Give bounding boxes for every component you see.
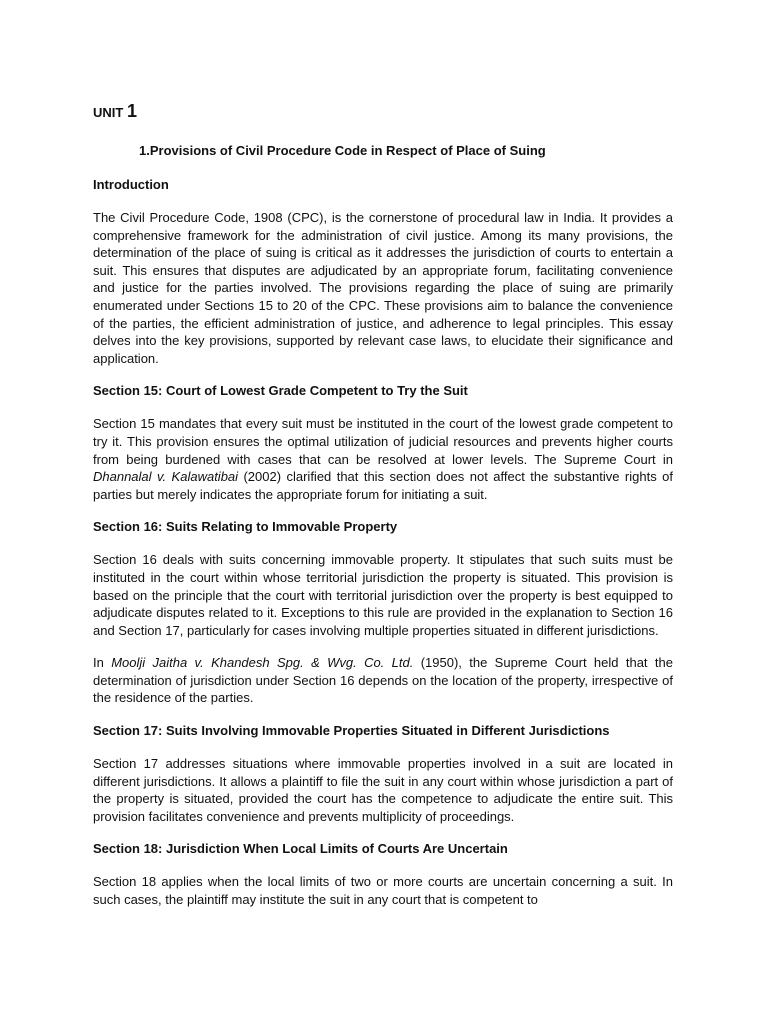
section-18-heading: Section 18: Jurisdiction When Local Limits of Courts Are Uncertain [93, 841, 508, 857]
section-16-case-name: Moolji Jaitha v. Khandesh Spg. & Wvg. Co. Ltd. [111, 655, 414, 671]
section-16-case-after: (1950), the Supreme Court held that the determination of jurisdiction under Section 16 depends on the location of the property, irrespective of the residence of the parties. [93, 655, 673, 706]
section-15-text-before: Section 15 mandates that every suit must be instituted in the court of the lowest grade competent to try it. This provision ensures the optimal utilization of judicial resources and prevents higher courts from being burdened with cases that can be resolved at lower levels. The Supreme Court in [93, 416, 673, 467]
section-18-paragraph: Section 18 applies when the local limits of two or more courts are uncertain concerning a suit. In such cases, the plaintiff may institute the suit in any court that is competent to [93, 874, 673, 908]
document-title: 1.Provisions of Civil Procedure Code in Respect of Place of Suing [139, 143, 546, 158]
unit-number: 1 [126, 101, 137, 121]
section-16-case-before: In [93, 655, 112, 671]
section-15-case-name: Dhannalal v. Kalawatibai [93, 469, 239, 485]
introduction-heading: Introduction [93, 177, 169, 192]
unit-heading [93, 100, 673, 124]
section-16-paragraph: Section 16 deals with suits concerning immovable property. It stipulates that such suits must be instituted in the court within whose territorial jurisdiction the property is situated. This provision is based on the principle that the court with territorial jurisdiction over the property is best equipped to adjudicate disputes related to it. Exceptions to this rule are provided in the explanation to Section 16 and Section 17, particularly for cases involving multiple properties situated in different jurisdictions. [93, 552, 673, 638]
section-15-paragraph [93, 415, 673, 503]
section-17-paragraph: Section 17 addresses situations where immovable properties involved in a suit are located in different jurisdictions. It allows a plaintiff to file the suit in any court within whose jurisdiction a part of the property is situated, provided the court has the competence to adjudicate the entire suit. This provision facilitates convenience and prevents multiplicity of proceedings. [93, 756, 673, 824]
section-17-heading: Section 17: Suits Involving Immovable Properties Situated in Different Jurisdictions [93, 723, 610, 739]
section-16-heading: Section 16: Suits Relating to Immovable Property [93, 519, 398, 535]
section-16-case-paragraph [93, 654, 673, 707]
document-page [93, 100, 673, 924]
unit-label: UNIT [93, 105, 124, 120]
section-15-heading: Section 15: Court of Lowest Grade Competent to Try the Suit [93, 383, 468, 399]
introduction-paragraph: The Civil Procedure Code, 1908 (CPC), is the cornerstone of procedural law in India. It provides a comprehensive framework for the administration of civil justice. Among its many provisions, the determination of the place of suing is critical as it addresses the jurisdiction of courts to entertain a suit. This ensures that disputes are adjudicated by an appropriate forum, facilitating convenience and justice for the parties involved. The provisions regarding the place of suing are primarily enumerated under Sections 15 to 20 of the CPC. These provisions aim to balance the convenience of the parties, the efficient administration of justice, and adherence to legal principles. This essay delves into the key provisions, supported by relevant case laws, to elucidate their significance and application. [93, 210, 673, 366]
section-15-text-after: (2002) clarified that this section does not affect the substantive rights of parties but merely indicates the appropriate forum for initiating a suit. [93, 469, 673, 502]
